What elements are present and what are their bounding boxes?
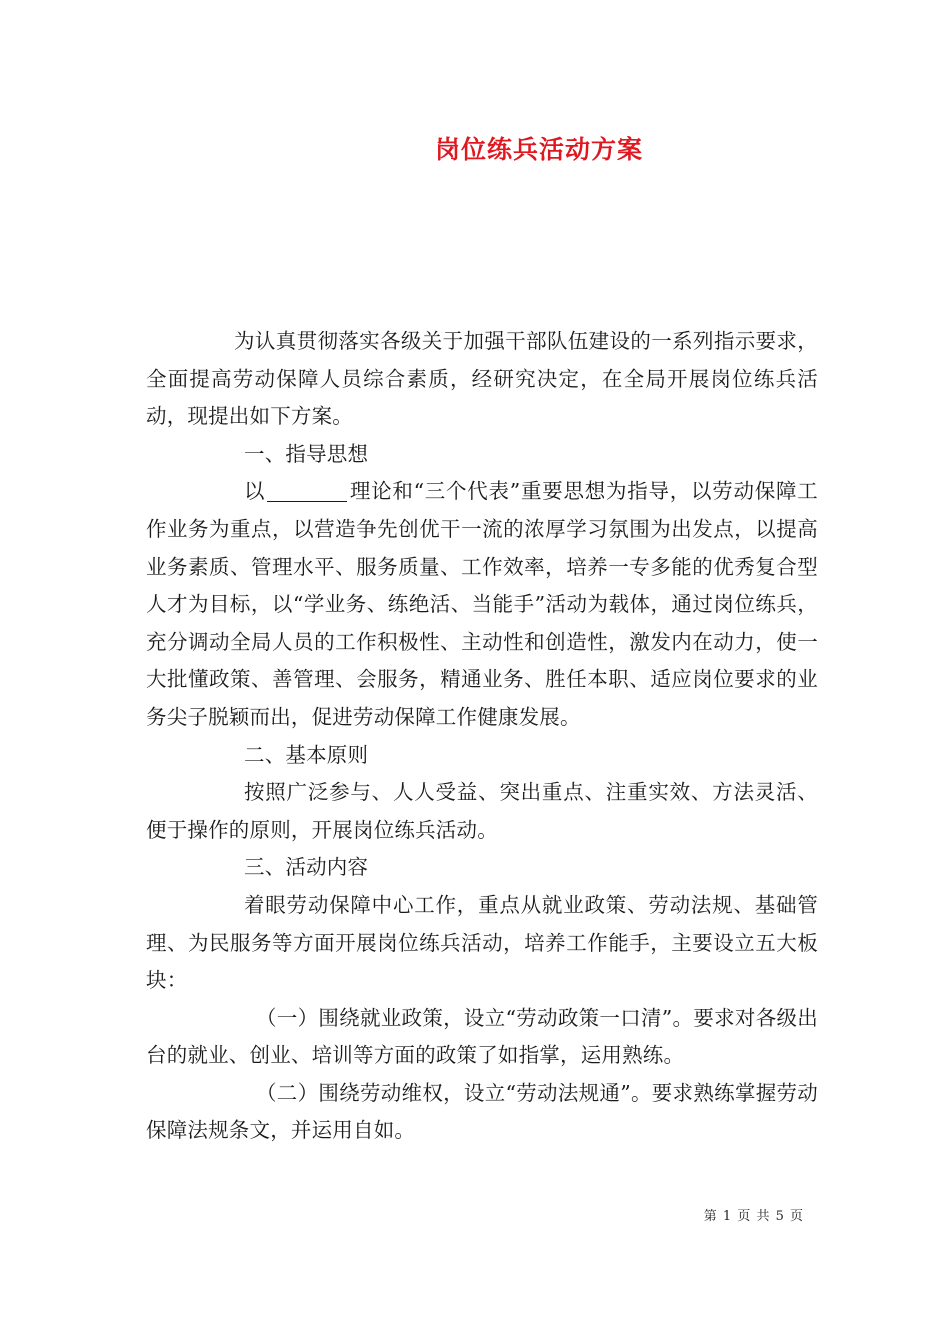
guiding-ideology-paragraph [146, 473, 818, 736]
fill-in-blank [267, 479, 347, 503]
text-before-blank: 以 [244, 479, 266, 504]
page-number: 第 1 页 共 5 页 [703, 1209, 804, 1224]
section-heading-guiding-ideology: 一、指导思想 [244, 441, 369, 466]
activity-item-employment-policy: （一）围绕就业政策，设立“劳动政策一口清”。要求对各级出台的就业、创业、培训等方面的政策了如指掌，运用熟练。 [146, 1005, 818, 1068]
activity-content-paragraph: 着眼劳动保障中心工作，重点从就业政策、劳动法规、基础管理、为民服务等方面开展岗位练兵活动，培养工作能手，主要设立五大板块： [146, 892, 818, 993]
section-heading-basic-principles: 二、基本原则 [244, 742, 369, 767]
text-after-blank: 理论和“三个代表”重要思想为指导，以劳动保障工作业务为重点，以营造争先创优干一流的浓厚学习氛围为出发点，以提高业务素质、管理水平、服务质量、工作效率，培养一专多能的优秀复合型人才为目标，以“学业务、练绝活、当能手”活动为载体，通过岗位练兵，充分调动全局人员的工作积极性、主动性和创造性，激发内在动力，使一大批懂政策、善管理、会服务，精通业务、胜任本职、适应岗位要求的业务尖子脱颖而出，促进劳动保障工作健康发展。 [146, 479, 819, 729]
activity-item-labor-rights: （二）围绕劳动维权，设立“劳动法规通”。要求熟练掌握劳动保障法规条文，并运用自如。 [146, 1080, 818, 1143]
document-title: 岗位练兵活动方案 [434, 135, 643, 164]
intro-paragraph: 为认真贯彻落实各级关于加强干部队伍建设的一系列指示要求，全面提高劳动保障人员综合素质，经研究决定，在全局开展岗位练兵活动，现提出如下方案。 [146, 329, 818, 429]
document-body [146, 323, 818, 1150]
section-heading-activity-content: 三、活动内容 [244, 855, 369, 880]
basic-principles-paragraph: 按照广泛参与、人人受益、突出重点、注重实效、方法灵活、便于操作的原则，开展岗位练兵活动。 [146, 780, 818, 842]
